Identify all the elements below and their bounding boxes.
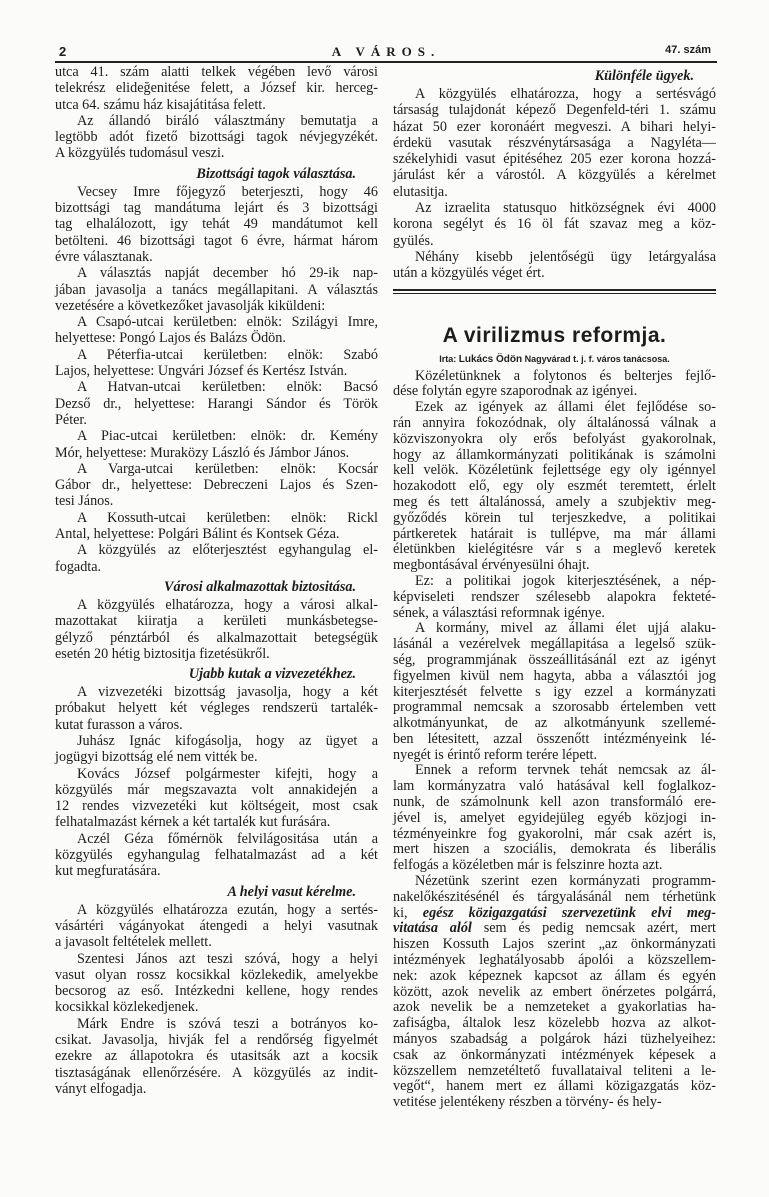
text-line: nunk, de számolnunk kell azon transformáló ere-: [393, 794, 716, 811]
text-line: ezekre az állapotokra és utasitsák azt a kocsik: [55, 1048, 378, 1065]
text-line: Kovács József polgármester kifejti, hogy a: [77, 765, 378, 782]
text-line: közgyülés egyhangulag felhatalmazást ad a két: [55, 847, 378, 864]
text-line: jével is, amelyet egyidejüleg egyéb közjogi in-: [393, 809, 716, 826]
text-line: rán annyira fokozódnak, oly általánossá válnak a: [393, 414, 716, 431]
paragraph: [55, 64, 378, 113]
text-line: betölteni. 46 bizottsági tagot 6 évre, hármat három: [55, 232, 378, 249]
text-line: A Varga-utcai kerületben: elnök: Kocsár: [77, 460, 378, 477]
text-line: Péter.: [55, 411, 87, 428]
text-line: Márk Endre is szóvá teszi a botrányos ko-: [77, 1015, 378, 1032]
text-line: vasut olyan rossz kocsikkal közlekedik, amelyekbe: [55, 966, 378, 983]
paragraph: [393, 249, 716, 282]
text-line: Mór, helyettese: Muraközy László és Jámbor János.: [55, 444, 350, 461]
section-heading: Bizottsági tagok választása.: [196, 165, 356, 182]
text-line: csikat. Javasolja, hivják fel a rendőrség figyelmét: [55, 1032, 378, 1049]
text-line: kiterjesztését felvette s igy ezzel a kormányzati: [393, 683, 716, 700]
paragraph: [393, 574, 716, 621]
text-line: programmal nemcsak a szorosabb értelemben vett: [393, 699, 716, 716]
text-line: bizottsági tag mandátuma lejárt és 3 bizottsági: [55, 200, 378, 217]
text-line: esetén 20 hétig biztositja fizetésükről.: [55, 645, 270, 662]
text-line: Néhány kisebb jelentőségü ügy letárgyalása: [415, 248, 716, 265]
text-line: kutat furasson a város.: [55, 716, 183, 733]
section-heading: Városi alkalmazottak biztositása.: [164, 578, 356, 595]
text-line: hiszen Kossuth Lajos szerint „az önkormányzati: [393, 936, 716, 953]
text-line: megbontásával érvényesülni óhajt.: [393, 557, 590, 574]
text-line: életünkben kielégitésre vár s a meglevő keretek: [393, 541, 716, 558]
text-line: Vecsey Imre főjegyző beterjeszti, hogy 46: [77, 183, 378, 200]
emphasized-text: vitatása alól: [393, 920, 472, 937]
article-body: [393, 369, 716, 1111]
text-line: telekrész elideğenitése felett, a József kir. herceg-: [55, 80, 378, 97]
text-line: alkotmányunkat, de az alkotmányunk szellemé-: [393, 715, 716, 732]
paragraph: [55, 684, 378, 733]
text-line: felfogás a közéletben már is felszinre hozta azt.: [393, 857, 663, 874]
author-title: Nagyvárad t. j. f. város tanácsosa.: [524, 353, 670, 364]
paragraph: [55, 902, 378, 951]
paragraph: [55, 766, 378, 831]
text-line: Aczél Géza főmérnök felvilágositása után a: [77, 830, 378, 847]
paragraph: [55, 113, 378, 162]
text-line: lásánál a vezérelvek megállapitása a legelső szük-: [393, 636, 716, 653]
text-line: utca 64. számu ház kisajátitása felett.: [55, 96, 266, 113]
text-line: között, azok nevelik az embert önérzetes polgárrá,: [393, 983, 716, 1000]
paragraph: [55, 542, 378, 575]
emphasized-text: egész közigazgatási szervezetünk elvi meg-: [422, 904, 716, 921]
text-line: tézményeinkre fog gyakorolni, már csak azért is,: [393, 825, 716, 842]
text-line: közgyülés már megszavazta volt annakidején a: [55, 781, 378, 798]
text-line: gélyző pénztárból és alkalmazottait betegségük: [55, 629, 378, 646]
paragraph: [55, 314, 378, 347]
text-line: A Kossuth-utcai kerületben: elnök: Rickl: [77, 509, 378, 526]
text-line: próbakut helyett két végleges rendszerü tartalék-: [55, 700, 378, 717]
paragraph: [55, 733, 378, 766]
paragraph: [393, 874, 716, 1111]
issue-number: 47. szám: [665, 44, 711, 56]
byline-prefix: Irta:: [439, 353, 457, 364]
text-line: becsorog az eső. Intézkedni kellene, hogy rendes: [55, 983, 378, 1000]
text-line: A Csapó-utcai kerületben: elnök: Szilágyi Imre,: [77, 314, 378, 331]
paragraph: [393, 400, 716, 574]
text-line: A Hatvan-utcai kerületben: elnök: Bacsó: [77, 379, 378, 396]
text-line: évre választanak.: [55, 248, 153, 265]
text-line: elutasitja.: [393, 183, 448, 200]
text-line: legtöbb adót fizető bizottsági tagok névjegyzékét.: [55, 129, 378, 146]
text-line: Az izraelita statusquo hitközségnek évi 4000: [415, 200, 716, 217]
text-line: vásártéri vágányokat átengedi a helyi vasutnak: [55, 917, 378, 934]
paragraph: [55, 597, 378, 662]
text-line: Nézetünk szerint ezen kormányzati programm-: [415, 873, 716, 890]
text-line: csak az önkormányzati intézmények képesek a: [393, 1046, 716, 1063]
text-line: Közéletünknek a folytonos és belterjes fejlő-: [415, 367, 716, 384]
text-line: felhatalmazást kérnek a két tartalék kut furására.: [55, 814, 331, 831]
text-line: Ez: a politikai jogok kiterjesztésének, a nép-: [415, 572, 716, 589]
paragraph: [55, 379, 378, 428]
text-line: utca 41. szám alatti telkek végében levő városi: [55, 64, 378, 80]
text-segment: ki,: [393, 904, 423, 921]
text-line: A közgyülés elhatározza ezután, hogy a sertés-: [77, 901, 378, 918]
text-line: dése folytán egyre szaporodnak az igényei.: [393, 383, 638, 400]
text-line: kocsikkal közlekedjenek.: [55, 999, 199, 1016]
paragraph: [55, 461, 378, 510]
text-line: Ezek az igények az állami élet fejlődése so-: [415, 399, 716, 416]
paragraph: [393, 763, 716, 874]
text-line: Az állandó biráló választmány bemutatja a: [77, 112, 378, 129]
right-column: [393, 64, 716, 1111]
text-line: mert hiszen a szociális, demokrata és liberális: [393, 841, 716, 858]
text-line: nek: azok képeznek kapcsot az állam és egyén: [393, 967, 716, 984]
text-line: tag elhalálozott, igy tehát 49 mandátumot kell: [55, 216, 378, 233]
text-line: tisztaságának ellenőrzésére. A közgyülés az indit-: [55, 1064, 378, 1081]
text-line: ben létesitett, azzal összenőtt intézményeink lé-: [393, 730, 716, 747]
text-line: Gábor dr., helyettese: Debreczeni Lajos és Szen-: [55, 477, 378, 494]
text-line: társaság tulajdonát képező Degenfeld-téri 1. számu: [393, 102, 716, 119]
article-title: A virilizmus reformja.: [442, 323, 667, 347]
text-line: jogügyi bizottság elé nem vitték be.: [55, 749, 258, 766]
text-line: nyegét is érintő reform terére lépett.: [393, 746, 598, 763]
text-line: pártkeretek határait is tullépve, ma már állami: [393, 525, 716, 542]
paragraph: [55, 510, 378, 543]
text-line: hogy az államkormányzati politikának is számolni: [393, 446, 716, 463]
page-header: [55, 40, 717, 62]
text-line: figyelmen kivül nem hagyta, abba a választói jog: [393, 667, 716, 684]
text-line: mányos szabadság a polgárok házi tüzhelyeihez:: [393, 1031, 716, 1048]
text-line: kut megfuratására.: [55, 863, 161, 880]
text-line: mazottakat kiiratja a kerületi munkásbetegse-: [55, 613, 378, 630]
text-line: kell velök. Közéletünk fejlettsége egy oly igénnyel: [393, 462, 716, 479]
text-line: Lajos, helyettese: Ungvári József és Kertész István.: [55, 363, 348, 380]
text-line: jában javasolja a tanács megállapitani. A választás: [55, 281, 378, 298]
text-line: házat 50 ezer koronáért megveszi. A bihari helyi-: [393, 118, 716, 135]
text-line: 12 rendes vizvezetéki kut költségeit, most csak: [55, 798, 378, 815]
text-line: azok nevelik be a nemzeteket a gyakorlatias ha-: [393, 999, 716, 1016]
paragraph: [393, 621, 716, 763]
text-line: járulást kér a várostól. A közgyülés a kérelmet: [393, 167, 716, 184]
text-segment: sem és pedig nemcsak azért, mert: [471, 920, 717, 937]
paragraph: [393, 369, 716, 401]
text-line: A Péterfia-utcai kerületben: elnök: Szabó: [77, 346, 378, 363]
header-rule: [55, 61, 717, 63]
text-line: közviszonyokra oly erős befolyást gyakorolnak,: [393, 430, 716, 447]
section-divider: [393, 289, 716, 294]
paragraph: [55, 1016, 378, 1097]
paragraph: [55, 428, 378, 461]
text-line: vegőt“, hanem mert ez állami közigazgatás köz-: [393, 1078, 716, 1095]
paragraph: [55, 347, 378, 380]
text-line: Dezső dr., helyettese: Harangi Sándor és Török: [55, 395, 378, 412]
text-line: A közgyülés elhatározza, hogy a városi alkal-: [77, 596, 378, 613]
text-line: A vizvezetéki bizottság javasolja, hogy a két: [77, 684, 378, 701]
paragraph: [393, 200, 716, 249]
text-line: zafiságba, általok lesz közelebb hozva az alkot-: [393, 1015, 716, 1032]
text-line: ványt elfogadja.: [55, 1080, 147, 1097]
paragraph: [55, 951, 378, 1016]
left-column: [55, 64, 378, 1097]
council-news-continued: [393, 64, 716, 282]
paragraph: [55, 184, 378, 265]
text-line: helyettese: Pongó Lajos és Balázs Ödön.: [55, 330, 286, 347]
text-line: győződés körein tul terjeszkedve, a politikai: [393, 509, 716, 526]
text-line: székelyhidi vasut épitéséhez 205 ezer korona hozzá-: [393, 151, 716, 168]
text-line: intézmények leghatályosabb ápolói a közszellem-: [393, 952, 716, 969]
text-line: nakelőkészitésénél és tárgyalásánál nem térhetünk: [393, 888, 716, 905]
text-line: vezetésére a következőket javasolják kiküldeni:: [55, 297, 326, 314]
paragraph: [55, 265, 378, 314]
text-line: A közgyülés elhatározza, hogy a sertésvágó: [415, 86, 716, 102]
text-line: gyülés.: [393, 232, 434, 249]
text-line: ség, programmjának összeállitásánál ezt az igényt: [393, 651, 716, 668]
text-line: Ennek a reform tervnek tehát nemcsak az ál-: [415, 762, 716, 779]
paragraph: [55, 831, 378, 880]
text-line: fogadta.: [55, 558, 102, 575]
article-byline: [393, 354, 716, 365]
text-line: Antal, helyettese: Polgári Bálint és Kontsek Géza.: [55, 526, 340, 543]
text-line: után a közgyülés véget ért.: [393, 265, 545, 282]
text-line: A kormány, mivel az állami élet ujjá alaku-: [415, 620, 716, 637]
text-line: [393, 921, 716, 937]
text-line: hozakodott elő, egy oly eszmét teremtett, érlelt: [393, 478, 716, 495]
text-line: Juhász Ignác kifogásolja, hogy az ügyet a: [77, 732, 378, 749]
section-heading: Különféle ügyek.: [594, 68, 694, 84]
text-line: A közgyülés az előterjesztést egyhangulag el-: [77, 542, 378, 559]
text-line: tesi János.: [55, 493, 114, 510]
text-line: a javasolt feltételek mellett.: [55, 934, 212, 951]
text-line: korona segélyt és 16 öl fát szavaz meg a köz-: [393, 216, 716, 233]
text-line: sének, a választási reformnak igénye.: [393, 604, 605, 621]
text-line: Szentesi János azt teszi szóvá, hogy a helyi: [77, 950, 378, 967]
text-line: meg és tett általánossá, amely a szubjektiv meg-: [393, 493, 716, 510]
text-line: A közgyülés tudomásul veszi.: [55, 145, 225, 162]
newspaper-title: A VÁROS.: [331, 44, 441, 59]
section-heading: A helyi vasut kérelme.: [227, 883, 356, 900]
text-line: közszellem nemzetéltető fuvallataival teliteni a le-: [393, 1062, 716, 1079]
text-line: A Piac-utcai kerületben: elnök: dr. Kemény: [77, 428, 378, 445]
text-line: A választás napját december hó 29-ik nap-: [77, 265, 378, 282]
section-heading: Ujabb kutak a vizvezetékhez.: [188, 666, 356, 683]
text-line: lam kormányzatra való hatásával kell foglalkoz-: [393, 778, 716, 795]
text-line: vetitése jelentékeny részben a törvény- és hely-: [393, 1094, 662, 1111]
page-number: 2: [59, 44, 67, 59]
paragraph: [393, 86, 716, 200]
text-line: [393, 906, 716, 922]
text-line: érdekü vasutak részvénytársasága a Nagyléta—: [393, 134, 716, 151]
author-name: Lukács Ödön: [458, 353, 523, 365]
text-line: képviseleti rendszer szélesebb alapokra fekteté-: [393, 588, 716, 605]
